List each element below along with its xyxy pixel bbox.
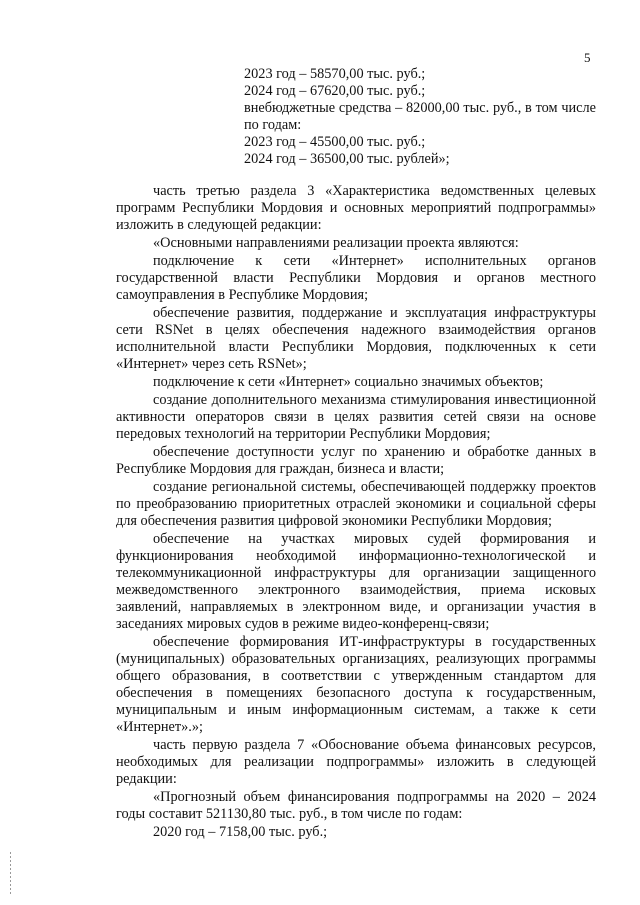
document-body	[116, 183, 596, 842]
paragraph: обеспечение формирования ИТ-инфраструктуры в государственных (муниципальных) образовательных организациях, реализующих программы общего образования, в соответствии с утвержденным стандартом для обеспечения в помещениях безопасного доступа к государственным, муниципальным и иным информационным системам, а также к сети «Интернет».»;	[116, 634, 596, 735]
budget-line: 2023 год – 45500,00 тыс. руб.;	[244, 134, 426, 150]
budget-line: 2024 год – 36500,00 тыс. рублей»;	[244, 151, 450, 167]
paragraph: подключение к сети «Интернет» социально значимых объектов;	[153, 374, 544, 390]
budget-line: 2024 год – 67620,00 тыс. руб.;	[244, 83, 426, 99]
budget-line: внебюджетные средства – 82000,00 тыс. руб., в том числе по годам:	[244, 100, 596, 133]
paragraph: «Прогнозный объем финансирования подпрограммы на 2020 – 2024 годы составит 521130,80 тыс. руб., в том числе по годам:	[116, 789, 596, 822]
page-number: 5	[584, 50, 591, 65]
budget-line: 2023 год – 58570,00 тыс. руб.;	[244, 66, 426, 82]
paragraph: часть первую раздела 7 «Обоснование объема финансовых ресурсов, необходимых для реализации подпрограммы» изложить в следующей редакции:	[116, 737, 596, 787]
paragraph: создание региональной системы, обеспечивающей поддержку проектов по преобразованию приоритетных отраслей экономики и социальной сферы для обеспечения развития цифровой экономики Республики Мордовия;	[116, 479, 596, 529]
paragraph: обеспечение на участках мировых судей формирования и функционирования необходимой информационно-технологической и телекоммуникационной инфраструктуры для организации защищенного межведомственного электронного взаимодействия, приема исковых заявлений, направляемых в электронном виде, и организации участия в заседаниях мировых судов в режиме видео-конференц-связи;	[116, 531, 596, 632]
paragraph: обеспечение развития, поддержание и эксплуатация инфраструктуры сети RSNet в целях обеспечения надежного взаимодействия органов исполнительной власти Республики Мордовия, подключенных к сети «Интернет» через сеть RSNet»;	[116, 305, 596, 372]
paragraph: создание дополнительного механизма стимулирования инвестиционной активности операторов связи в целях развития сетей связи на основе передовых технологий на территории Республики Мордовия;	[116, 392, 596, 442]
paragraph: 2020 год – 7158,00 тыс. руб.;	[153, 824, 328, 840]
paragraph: подключение к сети «Интернет» исполнительных органов государственной власти Республики Мордовия и органов местного самоуправления в Республике Мордовия;	[116, 253, 596, 303]
budget-continuation	[244, 66, 596, 168]
scan-margin-mark	[10, 852, 11, 896]
paragraph: часть третью раздела 3 «Характеристика ведомственных целевых программ Республики Мордовия и основных мероприятий подпрограммы» изложить в следующей редакции:	[116, 183, 596, 233]
paragraph: обеспечение доступности услуг по хранению и обработке данных в Республике Мордовия для граждан, бизнеса и власти;	[116, 444, 596, 477]
paragraph: «Основными направлениями реализации проекта являются:	[153, 235, 519, 251]
